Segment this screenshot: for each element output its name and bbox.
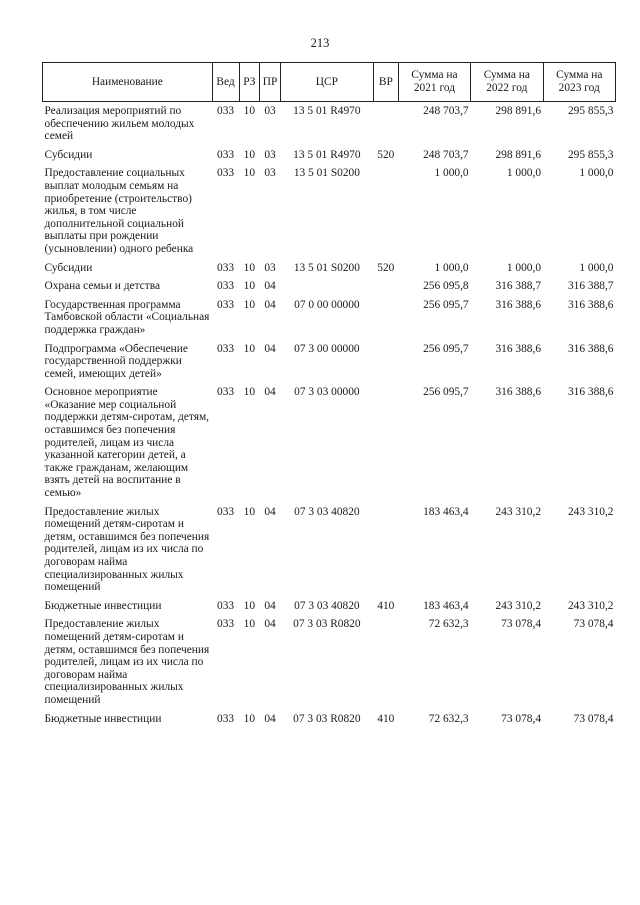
row-sum-2022: 316 388,7 (495, 280, 542, 293)
table-row (43, 615, 616, 709)
row-vr: 520 (377, 261, 395, 274)
budget-table (42, 62, 616, 728)
row-sum-2022: 298 891,6 (495, 105, 542, 117)
row-rz: 10 (243, 505, 256, 518)
table-row (43, 296, 616, 340)
row-name: Охрана семьи и детства (44, 280, 160, 293)
table-row (43, 383, 616, 502)
row-name: Основное мероприятие «Оказание мер социальной поддержки детям-сиротам, детям, оставшимся без попечения родителей, лицам из числа указанной категории детей, а также гражданам, желающим взять детей на воспитание в семью» (44, 386, 210, 500)
row-csr: 07 3 03 00000 (294, 386, 360, 399)
row-rz: 10 (243, 342, 256, 355)
row-sum-2023: 316 388,7 (567, 280, 614, 293)
row-name: Реализация мероприятий по обеспечению жильем молодых семей (44, 105, 195, 143)
row-sum-2023: 243 310,2 (567, 599, 614, 612)
row-sum-2022: 316 388,6 (495, 298, 542, 311)
row-vr: 410 (377, 712, 395, 725)
row-csr: 07 3 03 40820 (294, 505, 360, 518)
header-sum-2021: Сумма на 2021 год (398, 63, 470, 102)
header-csr: ЦСР (280, 63, 373, 102)
row-sum-2021: 248 703,7 (423, 148, 469, 161)
row-sum-2021: 183 463,4 (423, 599, 469, 612)
row-name: Субсидии (44, 148, 93, 161)
row-csr: 07 3 03 R0820 (293, 712, 361, 725)
row-sum-2022: 316 388,6 (495, 386, 542, 399)
row-sum-2021: 183 463,4 (423, 505, 469, 518)
row-sum-2023: 1 000,0 (579, 167, 614, 180)
row-sum-2023: 243 310,2 (567, 505, 614, 518)
row-pr: 04 (264, 599, 276, 612)
header-sum-2022: Сумма на 2022 год (471, 63, 543, 102)
row-vr: 520 (377, 148, 395, 161)
row-sum-2022: 243 310,2 (495, 505, 542, 518)
header-name: Наименование (43, 63, 213, 102)
row-sum-2023: 73 078,4 (573, 712, 614, 725)
row-rz: 10 (243, 618, 256, 631)
row-name: Бюджетные инвестиции (44, 599, 162, 612)
row-pr: 03 (264, 148, 276, 161)
row-vr (373, 383, 398, 502)
row-sum-2023: 316 388,6 (567, 298, 614, 311)
page-number: 213 (310, 36, 330, 50)
row-csr: 07 3 03 40820 (294, 599, 360, 612)
row-ved: 033 (217, 105, 235, 117)
row-csr: 13 5 01 R4970 (293, 148, 361, 161)
row-sum-2022: 316 388,6 (495, 342, 542, 355)
row-ved: 033 (217, 298, 235, 311)
table-row (43, 146, 616, 165)
row-vr (373, 503, 398, 597)
row-ved: 033 (217, 618, 235, 631)
row-ved: 033 (217, 167, 235, 180)
row-rz: 10 (243, 386, 256, 399)
row-pr: 04 (264, 280, 276, 293)
row-csr (280, 277, 373, 296)
table-row (43, 597, 616, 616)
row-pr: 04 (264, 386, 276, 399)
row-rz: 10 (243, 105, 256, 117)
table-row (43, 503, 616, 597)
row-csr: 07 3 03 R0820 (293, 618, 361, 631)
table-row (43, 164, 616, 258)
row-ved: 033 (217, 342, 235, 355)
row-sum-2023: 316 388,6 (567, 342, 614, 355)
row-vr: 410 (377, 599, 395, 612)
row-name: Предоставление жилых помещений детям-сиротам и детям, оставшимся без попечения родителей, лицам из их числа по договорам найма специализированных жилых помещений (44, 505, 210, 594)
row-csr: 13 5 01 S0200 (293, 261, 360, 274)
row-csr: 13 5 01 S0200 (293, 167, 360, 180)
row-csr: 13 5 01 R4970 (293, 105, 361, 117)
table-body (43, 102, 616, 729)
row-ved: 033 (217, 386, 235, 399)
row-name: Субсидии (44, 261, 93, 274)
row-pr: 03 (264, 167, 276, 180)
row-pr: 04 (264, 298, 276, 311)
row-rz: 10 (243, 280, 256, 293)
row-vr (373, 340, 398, 384)
row-sum-2021: 72 632,3 (428, 712, 469, 725)
row-sum-2021: 248 703,7 (423, 105, 469, 117)
row-vr (373, 102, 398, 146)
row-vr (373, 277, 398, 296)
row-sum-2021: 72 632,3 (428, 618, 469, 631)
row-pr: 04 (264, 618, 276, 631)
row-sum-2023: 1 000,0 (579, 261, 614, 274)
row-sum-2021: 256 095,8 (423, 280, 469, 293)
row-sum-2022: 298 891,6 (495, 148, 542, 161)
row-sum-2022: 243 310,2 (495, 599, 542, 612)
row-name: Бюджетные инвестиции (44, 712, 162, 725)
row-pr: 04 (264, 712, 276, 725)
header-sum-2023: Сумма на 2023 год (543, 63, 615, 102)
header-vr: ВР (373, 63, 398, 102)
row-name: Предоставление жилых помещений детям-сиротам и детям, оставшимся без попечения родителей, лицам из их числа по договорам найма специализированных жилых помещений (44, 618, 210, 706)
row-ved: 033 (217, 261, 235, 274)
row-name: Подпрограмма «Обеспечение государственной поддержки семей, имеющих детей» (44, 342, 188, 380)
table-row (43, 259, 616, 278)
row-ved: 033 (217, 148, 235, 161)
row-ved: 033 (217, 280, 235, 293)
row-sum-2021: 256 095,7 (423, 342, 469, 355)
row-sum-2021: 256 095,7 (423, 386, 469, 399)
header-pr: ПР (260, 63, 281, 102)
row-sum-2023: 295 855,3 (567, 148, 614, 161)
row-name: Предоставление социальных выплат молодым семьям на приобретение (строительство) жилья, в том числе дополнительной социальной выплаты при рождении (усыновлении) одного ребенка (44, 167, 194, 255)
row-sum-2023: 73 078,4 (573, 618, 614, 631)
row-sum-2021: 1 000,0 (434, 261, 469, 274)
row-pr: 04 (264, 342, 276, 355)
row-sum-2022: 73 078,4 (501, 618, 542, 631)
row-rz: 10 (243, 261, 256, 274)
row-sum-2023: 316 388,6 (567, 386, 614, 399)
table-row (43, 710, 616, 729)
row-pr: 03 (264, 105, 276, 117)
header-ved: Вед (212, 63, 239, 102)
row-vr (373, 296, 398, 340)
row-name: Государственная программа Тамбовской области «Социальная поддержка граждан» (44, 298, 210, 336)
row-pr: 03 (264, 261, 276, 274)
row-sum-2021: 256 095,7 (423, 298, 469, 311)
row-rz: 10 (243, 148, 256, 161)
header-rz: РЗ (239, 63, 260, 102)
row-sum-2022: 1 000,0 (506, 167, 542, 180)
table-row (43, 102, 616, 146)
row-sum-2022: 1 000,0 (506, 261, 542, 274)
row-vr (373, 615, 398, 709)
row-ved: 033 (217, 505, 235, 518)
row-sum-2022: 73 078,4 (501, 712, 542, 725)
row-rz: 10 (243, 712, 256, 725)
row-vr (373, 164, 398, 258)
row-csr: 07 3 00 00000 (294, 342, 360, 355)
table-header (43, 63, 616, 102)
table-row (43, 277, 616, 296)
row-ved: 033 (217, 712, 235, 725)
table-row (43, 340, 616, 384)
row-rz: 10 (243, 167, 256, 180)
row-sum-2023: 295 855,3 (567, 105, 614, 117)
row-ved: 033 (217, 599, 235, 612)
row-rz: 10 (243, 298, 256, 311)
row-csr: 07 0 00 00000 (294, 298, 360, 311)
row-sum-2021: 1 000,0 (434, 167, 469, 180)
row-rz: 10 (243, 599, 256, 612)
row-pr: 04 (264, 505, 276, 518)
